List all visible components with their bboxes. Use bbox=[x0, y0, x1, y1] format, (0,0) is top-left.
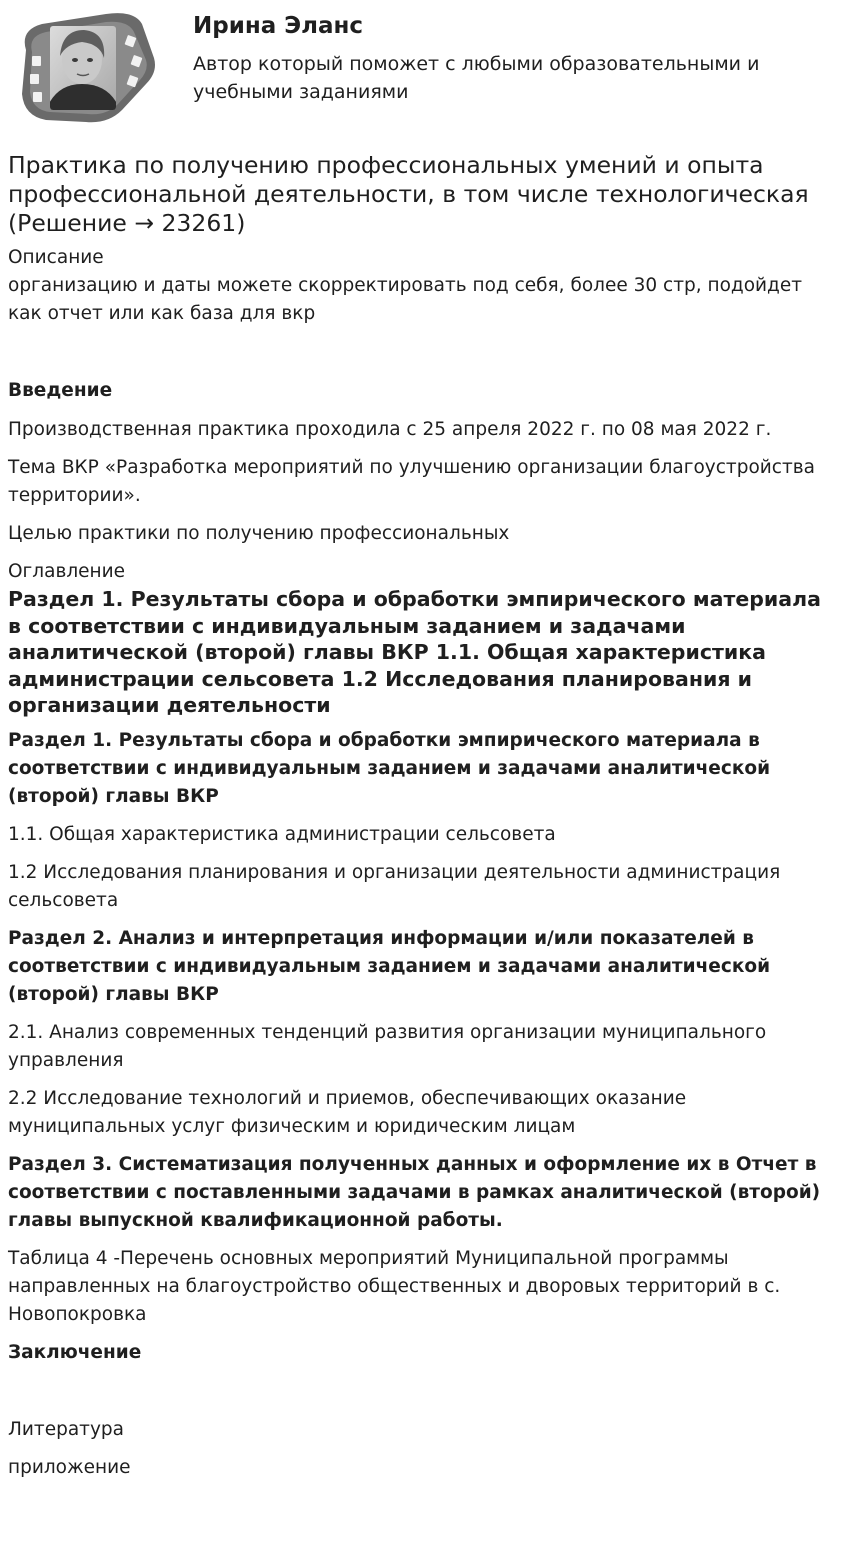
intro-paragraph: Производственная практика проходила с 25 апреля 2022 г. по 08 мая 2022 г. bbox=[8, 419, 772, 440]
author-description: Автор который поможет с любыми образовательными и учебными заданиями bbox=[193, 53, 760, 103]
section-item: 2.2 Исследование технологий и приемов, обеспечивающих оказание муниципальных услуг физическим и юридическим лицам bbox=[8, 1087, 687, 1137]
section-heading: Раздел 1. Результаты сбора и обработки эмпирического материала в соответствии с индивидуальным заданием и задачами аналитической (второй) главы ВКР bbox=[8, 729, 771, 807]
toc-label: Оглавление bbox=[8, 561, 126, 582]
intro-paragraph: Целью практики по получению профессиональных bbox=[8, 523, 510, 544]
section-heading: Раздел 3. Систематизация полученных данных и оформление их в Отчет в соответствии с поставленными задачами в рамках аналитической (второй) главы выпускной квалификационной работы. bbox=[8, 1153, 821, 1231]
literature-item: Литература bbox=[8, 1418, 124, 1440]
section-item: 1.2 Исследования планирования и организации деятельности администрация сельсовета bbox=[8, 861, 781, 911]
toc-heading: Раздел 1. Результаты сбора и обработки эмпирического материала в соответствии с индивидуальным заданием и задачами аналитической (второй) главы ВКР 1.1. Общая характеристика администрации сельсовета 1.2 Исследования планирования и организации деятельности bbox=[8, 587, 821, 717]
section-item: 1.1. Общая характеристика администрации сельсовета bbox=[8, 823, 556, 845]
intro-heading: Введение bbox=[8, 380, 113, 401]
author-name[interactable]: Ирина Эланс bbox=[193, 13, 364, 39]
description-text: организацию и даты можете скорректировать под себя, более 30 стр, подойдет как отчет или как база для вкр bbox=[8, 275, 803, 324]
section-heading: Раздел 2. Анализ и интерпретация информации и/или показателей в соответствии с индивидуальным заданием и задачами аналитической (второй) главы ВКР bbox=[8, 927, 771, 1005]
appendix-item: приложение bbox=[8, 1456, 131, 1478]
intro-paragraph: Тема ВКР «Разработка мероприятий по улучшению организации благоустройства территории». bbox=[8, 457, 815, 506]
section-item: Таблица 4 -Перечень основных мероприятий Муниципальной программы направленных на благоустройство общественных и дворовых территорий в с. Новопокровка bbox=[8, 1247, 781, 1325]
author-header bbox=[8, 0, 839, 138]
conclusion-heading: Заключение bbox=[8, 1341, 142, 1363]
document-title: Практика по получению профессиональных умений и опыта профессиональной деятельности, в том числе технологическая (Решение → 23261) bbox=[8, 151, 809, 237]
description-label: Описание bbox=[8, 247, 104, 268]
section-item: 2.1. Анализ современных тенденций развития организации муниципального управления bbox=[8, 1021, 767, 1071]
author-avatar[interactable] bbox=[16, 10, 156, 126]
